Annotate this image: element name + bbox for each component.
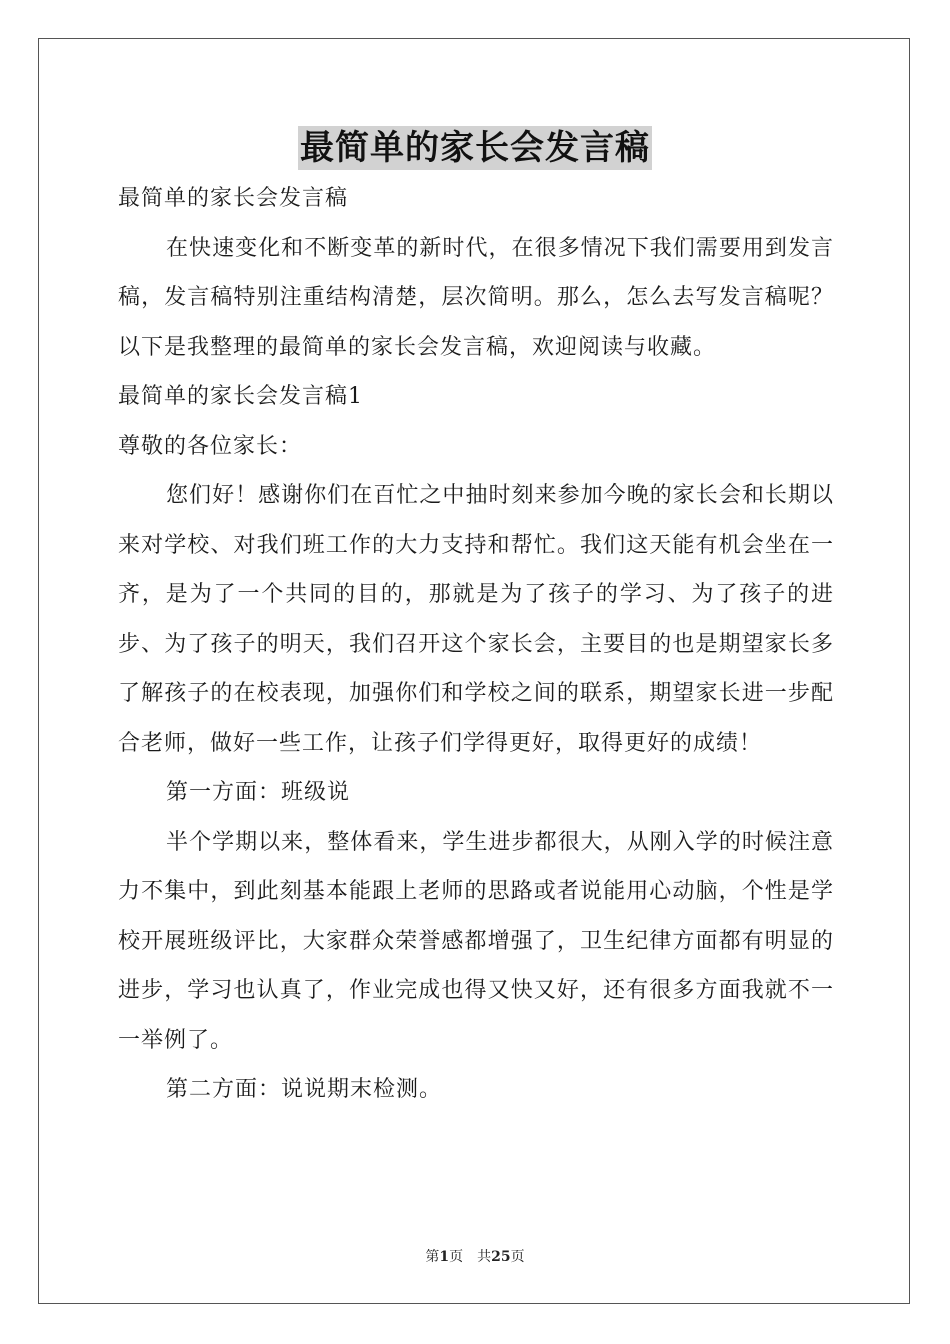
paragraph: 半个学期以来，整体看来，学生进步都很大，从刚入学的时候注意力不集中，到此刻基本能跟上老师的思路或者说能用心动脑，个性是学校开展班级评比，大家群众荣誉感都增强了，卫生纪律方面都有明显的进步，学习也认真了，作业完成也得又快又好，还有很多方面我就不一一举例了。 <box>118 829 834 1053</box>
document-body <box>118 174 834 1115</box>
section-heading: 最简单的家长会发言稿1 <box>118 384 363 409</box>
document-title: 最简单的家长会发言稿 <box>300 128 650 168</box>
page-suffix: 页 <box>449 1249 464 1265</box>
page-footer <box>0 1246 950 1266</box>
salutation: 尊敬的各位家长： <box>118 433 303 459</box>
total-page-count: 25 <box>491 1249 511 1265</box>
document-title-wrapper <box>0 126 950 174</box>
paragraph: 在快速变化和不断变革的新时代，在很多情况下我们需要用到发言稿，发言稿特别注重结构清楚，层次简明。那么，怎么去写发言稿呢？以下是我整理的最简单的家长会发言稿，欢迎阅读与收藏。 <box>118 235 834 360</box>
current-page-number: 1 <box>439 1249 450 1265</box>
total-suffix: 页 <box>510 1249 525 1265</box>
total-prefix: 共 <box>477 1249 492 1265</box>
page-prefix: 第 <box>425 1249 440 1265</box>
paragraph: 第二方面：说说期末检测。 <box>166 1077 443 1102</box>
paragraph: 第一方面：班级说 <box>166 780 351 805</box>
paragraph: 您们好！感谢你们在百忙之中抽时刻来参加今晚的家长会和长期以来对学校、对我们班工作的大力支持和帮忙。我们这天能有机会坐在一齐，是为了一个共同的目的，那就是为了孩子的学习、为了孩子的进步、为了孩子的明天，我们召开这个家长会，主要目的也是期望家长多了解孩子的在校表现，加强你们和学校之间的联系，期望家长进一步配合老师，做好一些工作，让孩子们学得更好，取得更好的成绩！ <box>118 483 834 756</box>
paragraph: 最简单的家长会发言稿 <box>118 186 349 211</box>
